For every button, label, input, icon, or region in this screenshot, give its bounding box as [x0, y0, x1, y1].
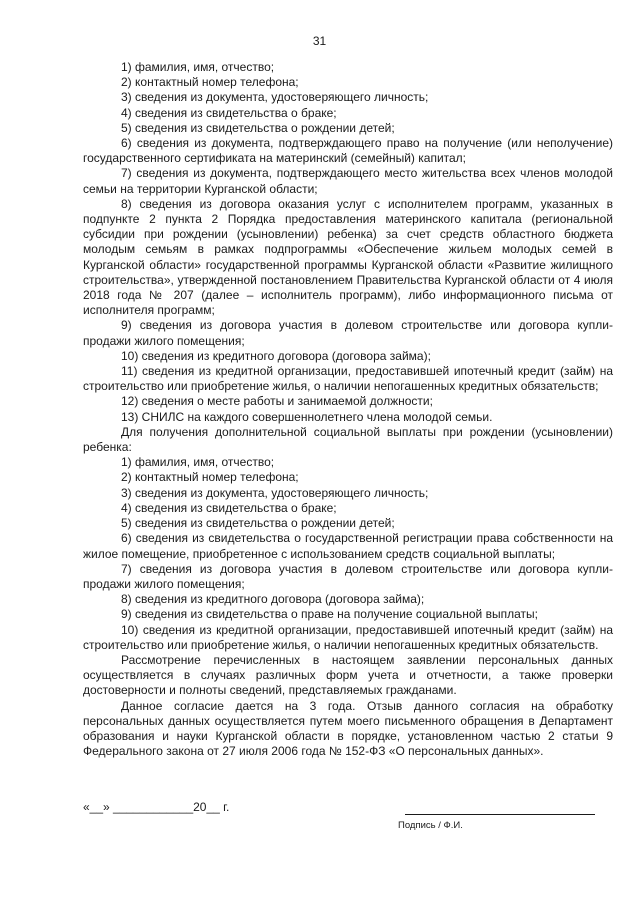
- document-body: [83, 60, 613, 759]
- list-item: 2) контактный номер телефона;: [121, 470, 299, 485]
- page-number: 31: [312, 34, 327, 48]
- list-item: 12) сведения о месте работы и занимаемой должности;: [121, 394, 433, 409]
- list-item: 13) СНИЛС на каждого совершеннолетнего члена молодой семьи.: [121, 409, 493, 424]
- list-item: 9) сведения из договора участия в долевом строительстве или договора купли-продажи жилого помещения;: [83, 318, 613, 348]
- signature-caption: Подпись / Ф.И.: [398, 820, 463, 831]
- list-item: 10) сведения из кредитного договора (договора займа);: [121, 348, 431, 363]
- list-item: 8) сведения из договора оказания услуг с исполнителем программ, указанных в подпункте 2 пункта 2 Порядка предоставления материнского капитала (региональной субсидии при рождении (усыновлении) ребенка) за счет средств областного бюджета молодым семьям в рамках подпрограммы «Обеспечение жильем молодых семей в Курганской области» государственной программы Курганской области «Развитие жилищного строительства», утвержденной постановлением Правительства Курганской области от 4 июля 2018 года № 207 (далее – исполнитель программ), либо информационного письма от исполнителя программ;: [83, 196, 613, 318]
- list-item: 10) сведения из кредитной организации, предоставившей ипотечный кредит (займ) на строительство или приобретение жилья, о наличии непогашенных кредитных обязательств.: [83, 622, 613, 652]
- list-item: 4) сведения из свидетельства о браке;: [121, 500, 337, 515]
- list-item: 5) сведения из свидетельства о рождении детей;: [121, 516, 395, 531]
- signature-line: [405, 814, 595, 815]
- list-item: 4) сведения из свидетельства о браке;: [121, 105, 337, 120]
- list-item: 6) сведения из документа, подтверждающего право на получение (или неполучение) государственного сертификата на материнский (семейный) капитал;: [83, 136, 613, 166]
- date-line: «__» ____________20__ г.: [83, 800, 230, 814]
- list-item: 11) сведения из кредитной организации, предоставившей ипотечный кредит (займ) на строительство или приобретение жилья, о наличии непогашенных кредитных обязательств;: [83, 364, 613, 394]
- list-item: 7) сведения из договора участия в долевом строительстве или договора купли-продажи жилого помещения;: [83, 561, 613, 591]
- signature-block: [83, 800, 613, 816]
- list-item: 2) контактный номер телефона;: [121, 75, 299, 90]
- list-item: 8) сведения из кредитного договора (договора займа);: [121, 592, 425, 607]
- list-item: 9) сведения из свидетельства о праве на получение социальной выплаты;: [121, 607, 538, 622]
- list-item: 3) сведения из документа, удостоверяющего личность;: [121, 485, 429, 500]
- body-paragraph: Рассмотрение перечисленных в настоящем заявлении персональных данных осуществляется в случаях различных форм учета и отчетности, а также проверки достоверности и полноты сведений, представляемых гражданами.: [83, 652, 613, 698]
- list-item: 7) сведения из документа, подтверждающего место жительства всех членов молодой семьи на территории Курганской области;: [83, 166, 613, 196]
- list-item: 1) фамилия, имя, отчество;: [121, 455, 275, 470]
- list-item: 1) фамилия, имя, отчество;: [121, 60, 275, 74]
- list-item: 5) сведения из свидетельства о рождении детей;: [121, 120, 395, 135]
- section-intro: Для получения дополнительной социальной выплаты при рождении (усыновлении) ребенка:: [83, 424, 613, 455]
- body-paragraph: Данное согласие дается на 3 года. Отзыв данного согласия на обработку персональных данных осуществляется путем моего письменного обращения в Департамент образования и науки Курганской области в порядке, установленном частью 2 статьи 9 Федерального закона от 27 июля 2006 года № 152-ФЗ «О персональных данных».: [83, 698, 613, 759]
- list-item: 6) сведения из свидетельства о государственной регистрации права собственности на жилое помещение, приобретенное с использованием средств социальной выплаты;: [83, 531, 613, 561]
- list-item: 3) сведения из документа, удостоверяющего личность;: [121, 90, 429, 105]
